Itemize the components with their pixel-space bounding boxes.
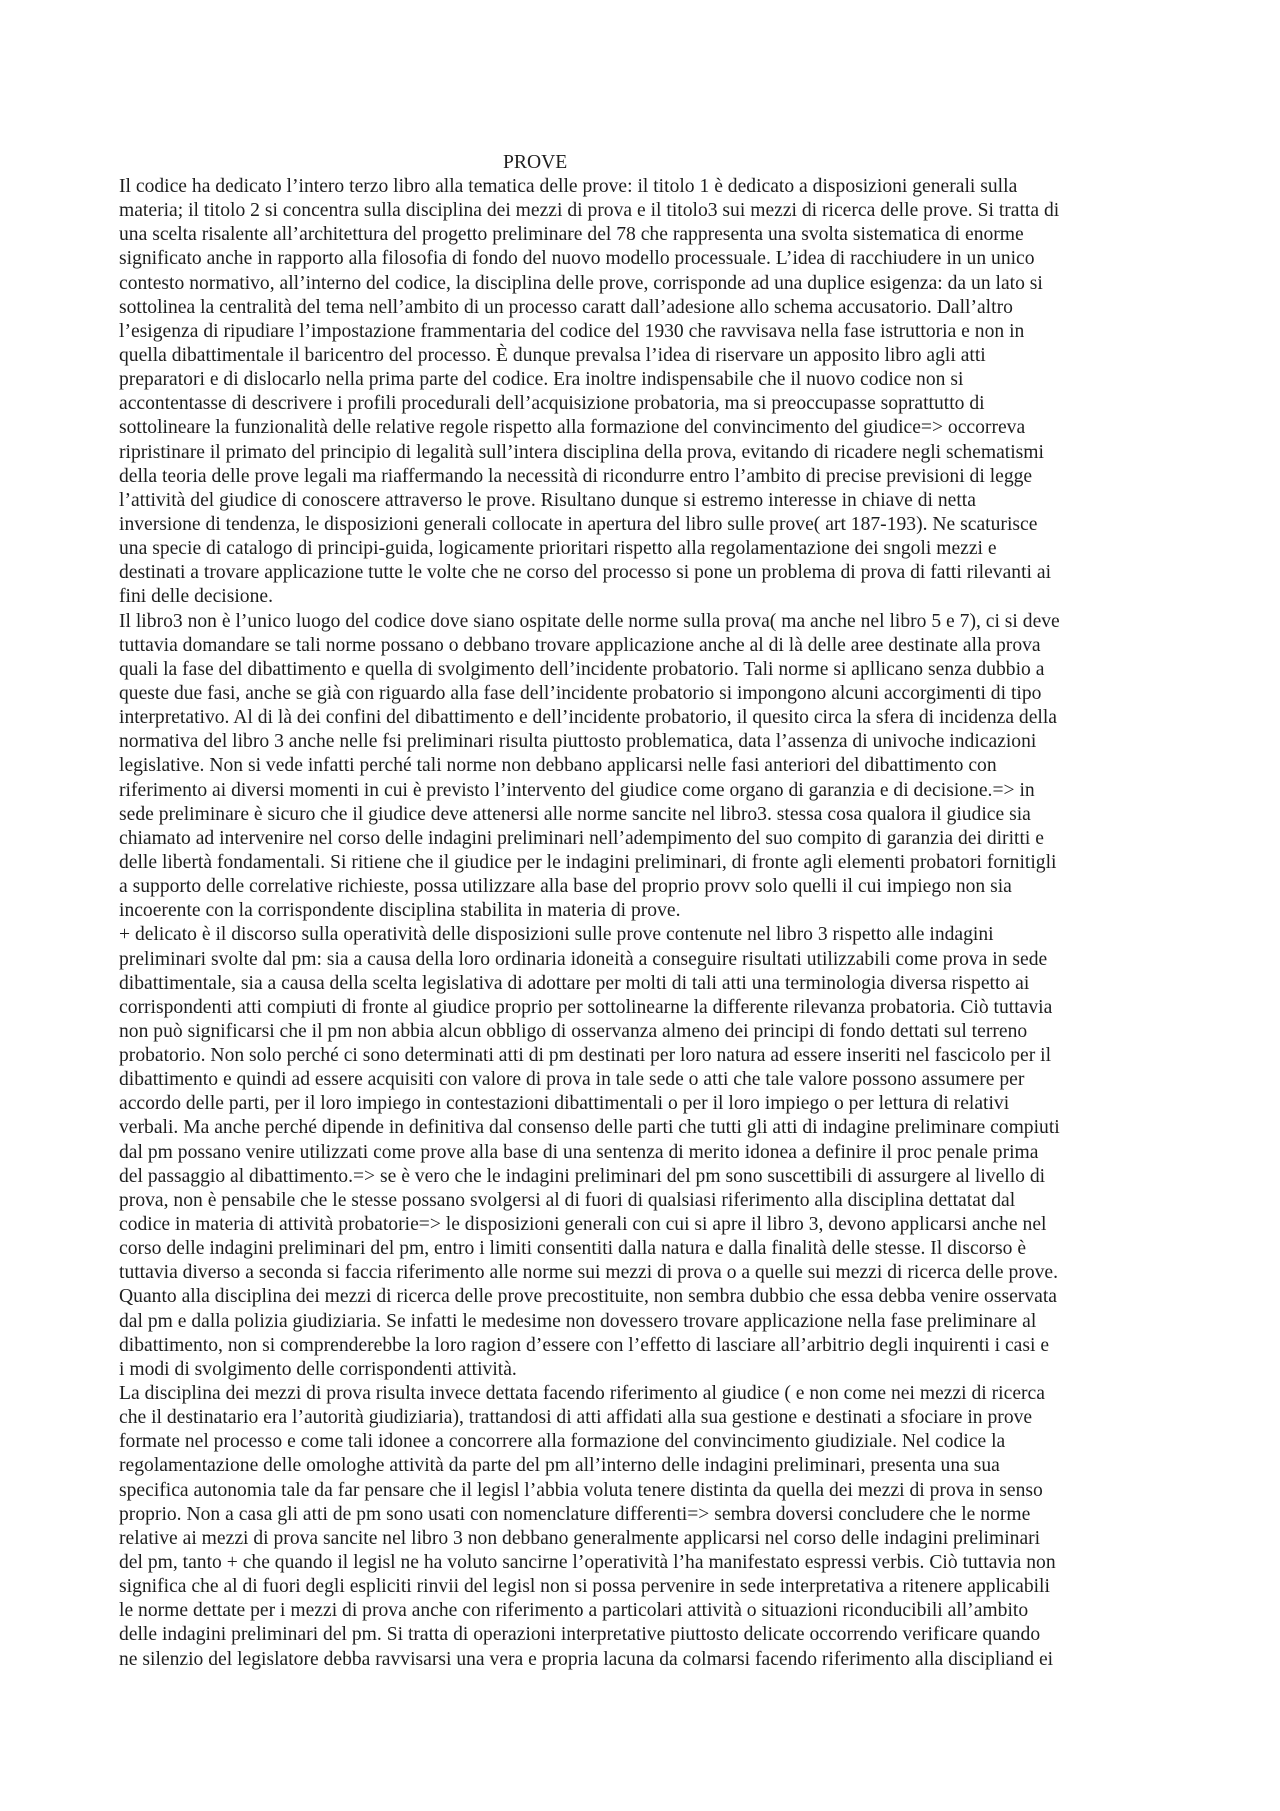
text-line: queste due fasi, anche se già con riguardo alla fase dell’incidente probatorio si impongono alcuni accorgimenti di tipo (119, 682, 1042, 704)
text-line: probatorio. Non solo perché ci sono determinati atti di pm destinati per loro natura ad essere inseriti nel fascicolo per il (119, 1045, 1052, 1067)
text-line: Il libro3 non è l’unico luogo del codice dove siano ospitate delle norme sulla prova( ma anche nel libro 5 e 7), ci si deve (119, 610, 1060, 632)
text-line: l’esigenza di ripudiare l’impostazione frammentaria del codice del 1930 che ravvisava nella fase istruttoria e non in (119, 320, 1025, 342)
text-line: interpretativo. Al di là dei confini del dibattimento e dell’incidente probatorio, il quesito circa la sfera di incidenza della (119, 707, 1057, 729)
text-line: dibattimentale, sia a causa della scelta legislativa di adottare per molti di tali atti una terminologia diversa rispetto ai (119, 972, 1030, 994)
text-line: i modi di svolgimento delle corrispondenti attività. (119, 1358, 517, 1380)
text-line: sede preliminare è sicuro che il giudice deve attenersi alle norme sancite nel libro3. stessa cosa qualora il giudice sia (119, 803, 1031, 825)
text-line: una scelta risalente all’architettura del progetto preliminare del 78 che rappresenta una svolta sistematica di enorme (119, 224, 1024, 246)
text-line: che il destinatario era l’autorità giudiziaria), trattandosi di atti affidati alla sua gestione e destinati a sfociare in prove (119, 1407, 1033, 1429)
text-line: non può significarsi che il pm non abbia alcun obbligo di osservanza almeno dei principi di fondo dettati sul terreno (119, 1020, 1028, 1042)
paragraph (119, 1285, 1164, 1382)
paragraph (119, 923, 1164, 1285)
text-line: quali la fase del dibattimento e quella di svolgimento dell’incidente probatorio. Tali norme si apllicano senza dubbio a (119, 658, 1045, 680)
text-line: relative ai mezzi di prova sancite nel libro 3 non debbano generalmente applicarsi nel corso delle indagini preliminari (119, 1527, 1041, 1549)
text-line: inversione di tendenza, le disposizioni generali collocate in apertura del libro sulle prove( art 187-193). Ne scaturisce (119, 513, 1038, 535)
text-line: + delicato è il discorso sulla operatività delle disposizioni sulle prove contenute nel libro 3 rispetto alle indagini (119, 924, 994, 946)
text-line: delle libertà fondamentali. Si ritiene che il giudice per le indagini preliminari, di fronte agli elementi probatori fornitigli (119, 851, 1057, 873)
text-line: della teoria delle prove legali ma riaffermando la necessità di ricondurre entro l’ambito di precise previsioni di legge (119, 465, 1033, 487)
text-line: del pm, tanto + che quando il legisl ne ha voluto sancirne l’operatività l’ha manifestato espressi verbis. Ciò tuttavia non (119, 1552, 1056, 1574)
text-line: dal pm e dalla polizia giudiziaria. Se infatti le medesime non dovessero trovare applicazione nella fase preliminare al (119, 1310, 1037, 1332)
text-line: accordo delle parti, per il loro impiego in contestazioni dibattimentali o per il loro impiego o per lettura di relativi (119, 1093, 1010, 1115)
paragraphs-container (119, 175, 1164, 1672)
paragraph (119, 1382, 1164, 1672)
text-line: tuttavia diverso a seconda si faccia riferimento alle norme sui mezzi di prova o a quelle sui mezzi di ricerca delle prove. (119, 1262, 1059, 1284)
text-line: significa che al di fuori degli espliciti rinvii del legisl non si possa pervenire in sede interpretativa a ritenere applicabili (119, 1576, 1050, 1598)
text-line: formate nel processo e come tali idonee a concorrere alla formazione del convincimento giudiziale. Nel codice la (119, 1431, 1006, 1453)
paragraph (119, 610, 1164, 924)
text-line: accontentasse di descrivere i profili procedurali dell’acquisizione probatoria, ma si preoccupasse soprattutto di (119, 393, 985, 415)
text-line: contesto normativo, all’interno del codice, la disciplina delle prove, corrisponde ad una duplice esigenza: da un lato si (119, 272, 1043, 294)
text-line: chiamato ad intervenire nel corso delle indagini preliminari nell’adempimento del suo compito di garanzia dei diritti e (119, 827, 1044, 849)
text-line: a supporto delle correlative richieste, possa utilizzare alla base del proprio provv solo quelli il cui impiego non sia (119, 876, 1012, 898)
text-line: quella dibattimentale il baricentro del processo. È dunque prevalsa l’idea di riservare un apposito libro agli atti (119, 344, 986, 366)
text-line: Il codice ha dedicato l’intero terzo libro alla tematica delle prove: il titolo 1 è dedicato a disposizioni generali sulla (119, 176, 1018, 197)
text-line: legislative. Non si vede infatti perché tali norme non debbano applicarsi nelle fasi anteriori del dibattimento con (119, 755, 997, 777)
text-line: tuttavia domandare se tali norme possano o debbano trovare applicazione anche al di là delle aree destinate alla prova (119, 634, 1041, 656)
text-line: corrispondenti atti compiuti di fronte al giudice proprio per sottolinearne la differente rilevanza probatoria. Ciò tuttavia (119, 996, 1053, 1018)
text-line: incoerente con la corrispondente disciplina stabilita in materia di prove. (119, 900, 681, 922)
text-line: ripristinare il primato del principio di legalità sull’intera disciplina della prova, evitando di ricadere negli schematismi (119, 441, 1044, 463)
paragraph (119, 175, 1164, 610)
text-line: una specie di catalogo di principi-guida, logicamente prioritari rispetto alla regolamentazione dei sngoli mezzi e (119, 538, 997, 560)
text-line: riferimento ai diversi momenti in cui è previsto l’intervento del giudice come organo di garanzia e di decisione.=> in (119, 779, 1035, 801)
text-line: le norme dettate per i mezzi di prova anche con riferimento a particolari attività o situazioni riconducibili all’ambito (119, 1600, 1029, 1622)
text-line: proprio. Non a casa gli atti de pm sono usati con nomenclature differenti=> sembra doversi concludere che le norme (119, 1503, 1031, 1525)
text-line: specifica autonomia tale da far pensare che il legisl l’abbia voluta tenere distinta da quella dei mezzi di prova in senso (119, 1479, 1043, 1501)
text-line: sottolineare la funzionalità delle relative regole rispetto alla formazione del convincimento del giudice=> occorreva (119, 417, 1026, 439)
text-line: l’attività del giudice di conoscere attraverso le prove. Risultano dunque si estremo interesse in chiave di netta (119, 489, 976, 511)
text-line: fini delle decisione. (119, 586, 273, 608)
text-line: normativa del libro 3 anche nelle fsi preliminari risulta piuttosto problematica, data l’assenza di univoche indicazioni (119, 731, 1037, 753)
text-line: dibattimento e quindi ad essere acquisiti con valore di prova in tale sede o atti che tale valore possono assumere per (119, 1069, 1025, 1091)
text-line: dibattimento, non si comprenderebbe la loro ragion d’essere con l’effetto di lasciare all’arbitrio degli inquirenti i casi e (119, 1334, 1050, 1356)
text-line: Quanto alla disciplina dei mezzi di ricerca delle prove precostituite, non sembra dubbio che essa debba venire osservata (119, 1286, 1057, 1308)
document-title: PROVE (503, 152, 568, 173)
text-line: La disciplina dei mezzi di prova risulta invece dettata facendo riferimento al giudice ( e non come nei mezzi di ricerca (119, 1383, 1045, 1405)
text-line: codice in materia di attività probatorie=> le disposizioni generali con cui si apre il libro 3, devono applicarsi anche nel (119, 1214, 1047, 1236)
text-line: preparatori e di dislocarlo nella prima parte del codice. Era inoltre indispensabile che il nuovo codice non si (119, 369, 964, 391)
document-body (119, 151, 1164, 1672)
text-line: delle indagini preliminari del pm. Si tratta di operazioni interpretative piuttosto delicate occorrendo verificare quando (119, 1624, 1041, 1646)
text-line: regolamentazione delle omologhe attività da parte del pm all’interno delle indagini preliminari, presenta una sua (119, 1455, 1000, 1477)
text-line: materia; il titolo 2 si concentra sulla disciplina dei mezzi di prova e il titolo3 sui mezzi di ricerca delle prove. Si tratta di (119, 200, 1060, 222)
text-line: verbali. Ma anche perché dipende in definitiva dal consenso delle parti che tutti gli atti di indagine preliminare compiuti (119, 1117, 1060, 1139)
text-line: significato anche in rapporto alla filosofia di fondo del nuovo modello processuale. L’idea di racchiudere in un unico (119, 248, 1035, 270)
text-line: dal pm possano venire utilizzati come prove alla base di una sentenza di merito idonea a definire il proc penale prima (119, 1141, 1039, 1163)
text-line: sottolinea la centralità del tema nell’ambito di un processo caratt dall’adesione allo schema accusatorio. Dall’altro (119, 296, 1013, 318)
text-line: preliminari svolte dal pm: sia a causa della loro ordinaria idoneità a conseguire risultati utilizzabili come prova in sede (119, 948, 1048, 970)
text-line: ne silenzio del legislatore debba ravvisarsi una vera e propria lacuna da colmarsi facendo riferimento alla discipliand ei (119, 1648, 1054, 1670)
text-line: prova, non è pensabile che le stesse possano svolgersi al di fuori di qualsiasi riferimento alla disciplina dettatat dal (119, 1189, 1016, 1211)
text-line: corso delle indagini preliminari del pm, entro i limiti consentiti dalla natura e dalla finalità delle stesse. Il discorso è (119, 1238, 1027, 1260)
text-line: del passaggio al dibattimento.=> se è vero che le indagini preliminari del pm sono suscettibili di assurgere al livello di (119, 1165, 1046, 1187)
text-line: destinati a trovare applicazione tutte le volte che ne corso del processo si pone un problema di prova di fatti rilevanti ai (119, 562, 1052, 584)
